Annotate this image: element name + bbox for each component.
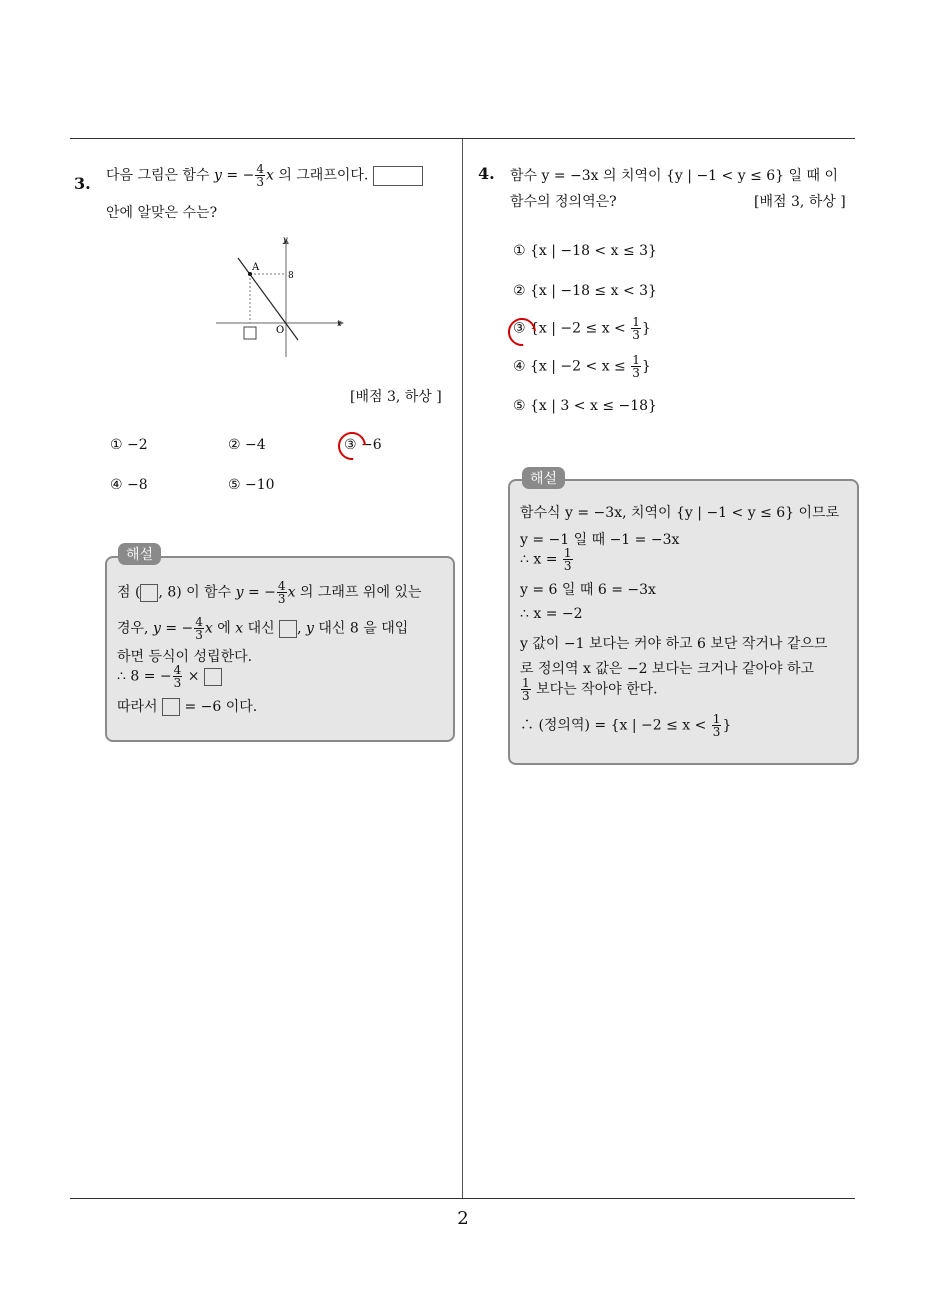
choice-5[interactable]: ⑤ −10: [228, 477, 275, 493]
column-divider: [462, 139, 463, 1198]
score-label: [배점 3, 하상 ]: [350, 389, 442, 405]
explain-line-2: y = −1 일 때 −1 = −3x: [520, 532, 680, 548]
explain-line-2: 경우, y = − $\frac{4}{3}$ x 에 x 대신 , y 대신 8 을 대입: [117, 615, 409, 642]
bottom-rule: [70, 1198, 855, 1199]
fraction-1-3: $\frac{1}{3}$: [712, 712, 721, 739]
function-graph: [210, 232, 350, 362]
question-number: 3.: [74, 174, 91, 193]
choice-3[interactable]: ③ −6: [344, 437, 382, 453]
explain-line-4: y = 6 일 때 6 = −3x: [520, 582, 656, 598]
question-text-line2: 함수의 정의역은?: [510, 194, 617, 210]
fraction-1-3: $\frac{1}{3}$: [522, 676, 530, 703]
answer-blank: [373, 166, 423, 186]
explain-line-3: 하면 등식이 성립한다.: [117, 649, 253, 665]
choice-3[interactable]: ③ {x | −2 ≤ x < $\frac{1}{3}$ }: [513, 315, 651, 342]
blank-box: [162, 698, 180, 716]
score-label: [배점 3, 하상 ]: [754, 194, 846, 210]
label-x: x: [337, 319, 342, 328]
choice-1[interactable]: ① {x | −18 < x ≤ 3}: [513, 243, 657, 259]
question-number: 4.: [478, 164, 495, 183]
label-origin: O: [276, 325, 285, 336]
fraction-1-3: $\frac{1}{3}$: [563, 546, 572, 573]
label-8: 8: [288, 271, 294, 281]
fraction-4-3: $\frac{4}{3}$: [277, 579, 286, 606]
blank-box: [140, 584, 158, 602]
explanation-box: [508, 479, 859, 765]
answer-circle-mark: [332, 426, 371, 465]
explain-line-4: ∴ 8 = − $\frac{4}{3}$ ×: [117, 664, 222, 689]
explain-line-1: 점 ( , 8) 이 함수 y = − $\frac{4}{3}$ x 의 그래프 위에 있는: [117, 579, 422, 606]
fraction-4-3: $\frac{4}{3}$: [195, 615, 203, 642]
fraction-1-3: $\frac{1}{3}$: [632, 315, 640, 342]
choice-5[interactable]: ⑤ {x | 3 < x ≤ −18}: [513, 398, 657, 414]
explain-line-9: ∴ (정의역) = {x | −2 ≤ x < $\frac{1}{3}$ }: [520, 712, 732, 739]
explain-line-1: 함수식 y = −3x, 치역이 {y | −1 < y ≤ 6} 이므로: [520, 505, 840, 521]
blank-box: [204, 668, 222, 686]
blank-box: [279, 620, 297, 638]
label-a: A: [252, 262, 260, 273]
explain-line-3: ∴ x = $\frac{1}{3}$: [520, 546, 572, 573]
question-text-line1: 함수 y = −3x 의 치역이 {y | −1 < y ≤ 6} 일 때 이: [510, 168, 838, 184]
choice-4[interactable]: ④ {x | −2 < x ≤ $\frac{1}{3}$ }: [513, 353, 651, 380]
question-text-line1: 다음 그림은 함수 y = − $\frac{4}{3}$ x 의 그래프이다.: [106, 163, 423, 188]
explanation-box: [105, 556, 455, 742]
explain-line-6: y 값이 −1 보다는 커야 하고 6 보단 작거나 같으므: [520, 636, 828, 652]
graph-blank-box: [244, 327, 256, 339]
question-text-line2: 안에 알맞은 수는?: [106, 205, 218, 221]
fraction-4-3: $\frac{4}{3}$: [173, 663, 182, 690]
fraction-4-3: $\frac{4}{3}$: [256, 162, 264, 189]
choice-2[interactable]: ② −4: [228, 437, 266, 453]
explanation-tab: 해설: [522, 467, 565, 489]
choice-1[interactable]: ① −2: [110, 437, 148, 453]
explain-line-8: $\frac{1}{3}$ 보다는 작아야 한다.: [522, 676, 658, 703]
choice-2[interactable]: ② {x | −18 ≤ x < 3}: [513, 283, 657, 299]
page-number: 2: [457, 1208, 469, 1229]
choice-4[interactable]: ④ −8: [110, 477, 148, 493]
explanation-tab: 해설: [118, 543, 161, 565]
label-y: y: [283, 235, 288, 244]
fraction-1-3: $\frac{1}{3}$: [632, 353, 640, 380]
explain-line-5: 따라서 = −6 이다.: [117, 699, 258, 715]
explain-line-5: ∴ x = −2: [520, 606, 583, 622]
explain-line-7: 로 정의역 x 값은 −2 보다는 크거나 같아야 하고: [520, 661, 815, 677]
